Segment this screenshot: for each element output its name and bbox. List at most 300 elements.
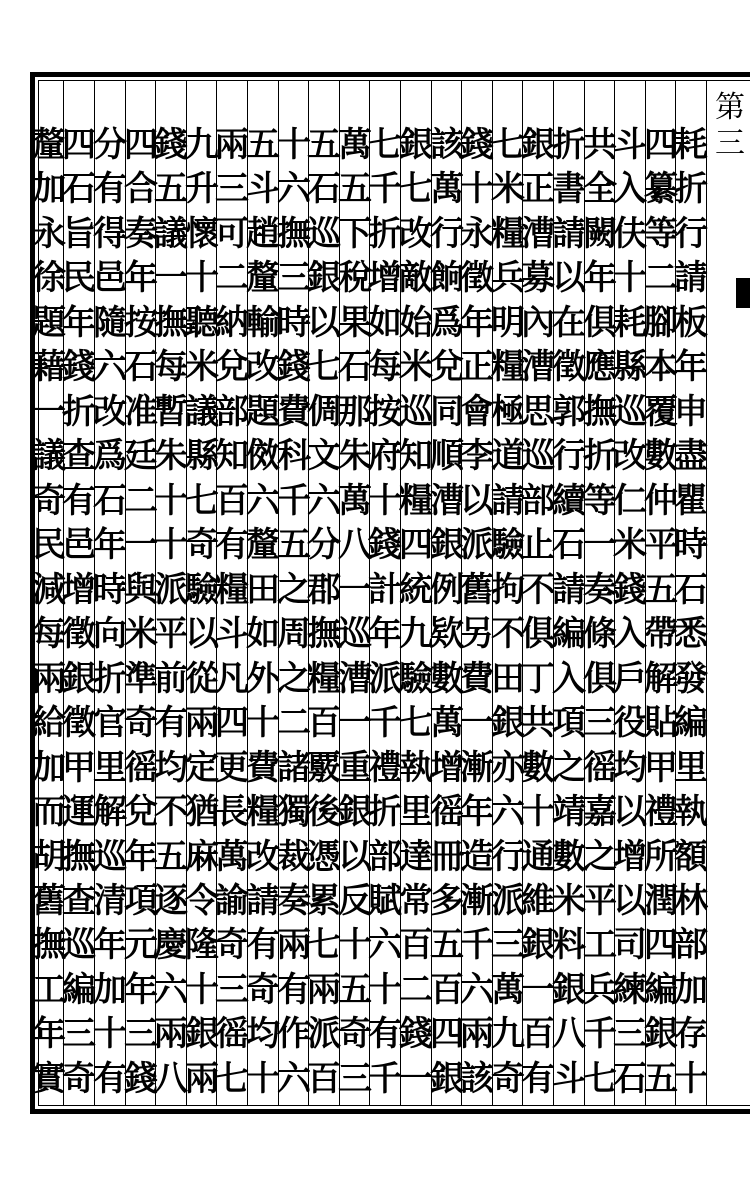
glyph: 改	[246, 347, 280, 388]
glyph: 永	[32, 213, 66, 254]
glyph: 以	[338, 836, 372, 877]
glyph: 計	[368, 569, 402, 610]
glyph: 六	[368, 925, 402, 966]
glyph: 五	[246, 125, 280, 165]
glyph: 一	[32, 391, 66, 432]
glyph: 議	[32, 436, 66, 477]
glyph: 錢	[399, 1014, 433, 1055]
glyph: 千	[277, 480, 311, 521]
glyph: 暫	[154, 391, 188, 432]
glyph: 銀	[185, 1014, 219, 1055]
glyph: 二	[124, 480, 158, 521]
glyph: 一	[460, 703, 494, 744]
glyph: 撫	[277, 213, 311, 254]
glyph: 行	[674, 213, 708, 254]
glyph: 爲	[430, 302, 464, 343]
glyph: 兩	[185, 1058, 219, 1099]
glyph: 百	[307, 703, 341, 744]
glyph: 三	[613, 1014, 647, 1055]
glyph: 一	[521, 969, 555, 1010]
glyph: 七	[491, 125, 525, 165]
glyph: 板	[674, 302, 708, 343]
glyph: 銀	[399, 125, 433, 165]
glyph: 行	[491, 836, 525, 877]
glyph: 漕	[430, 480, 464, 521]
glyph: 續	[552, 480, 586, 521]
glyph: 伕	[613, 213, 647, 254]
glyph: 欵	[430, 614, 464, 655]
glyph: 漕	[338, 658, 372, 699]
glyph: 該	[460, 1058, 494, 1099]
glyph: 項	[552, 703, 586, 744]
glyph: 果	[338, 302, 372, 343]
glyph: 增	[613, 836, 647, 877]
glyph: 均	[246, 1014, 280, 1055]
glyph: 隆	[185, 925, 219, 966]
glyph: 所	[644, 836, 678, 877]
glyph: 應	[583, 347, 617, 388]
glyph: 兩	[277, 925, 311, 966]
glyph: 五	[430, 925, 464, 966]
glyph: 永	[460, 213, 494, 254]
glyph: 兌	[430, 347, 464, 388]
glyph: 條	[583, 614, 617, 655]
glyph: 一	[124, 525, 158, 566]
glyph: 作	[277, 1014, 311, 1055]
glyph: 有	[62, 480, 96, 521]
glyph: 分	[93, 125, 127, 165]
glyph: 趙	[246, 213, 280, 254]
glyph: 合	[124, 169, 158, 210]
glyph: 年	[93, 925, 127, 966]
glyph: 驗	[491, 525, 525, 566]
glyph: 亦	[491, 747, 525, 788]
glyph: 萬	[430, 169, 464, 210]
glyph: 向	[93, 614, 127, 655]
glyph: 以	[613, 792, 647, 833]
glyph: 里	[93, 747, 127, 788]
glyph: 募	[521, 258, 555, 299]
glyph: 漸	[460, 747, 494, 788]
glyph: 以	[460, 480, 494, 521]
glyph: 五	[154, 169, 188, 210]
fish-tail-mark	[736, 278, 750, 308]
glyph: 腳	[644, 302, 678, 343]
glyph: 外	[246, 658, 280, 699]
glyph: 十	[674, 1058, 708, 1099]
glyph: 時	[93, 569, 127, 610]
glyph: 不	[521, 569, 555, 610]
glyph: 巡	[521, 436, 555, 477]
glyph: 議	[185, 391, 219, 432]
glyph: 縣	[185, 436, 219, 477]
glyph: 憑	[307, 836, 341, 877]
glyph: 年	[460, 302, 494, 343]
glyph: 部	[368, 836, 402, 877]
glyph: 麻	[185, 836, 219, 877]
glyph: 正	[521, 169, 555, 210]
glyph: 七	[185, 480, 219, 521]
glyph: 請	[491, 480, 525, 521]
glyph: 十	[154, 525, 188, 566]
glyph: 費	[460, 658, 494, 699]
glyph: 不	[154, 792, 188, 833]
glyph: 漕	[521, 213, 555, 254]
glyph: 斗	[552, 1058, 586, 1099]
glyph: 數	[552, 836, 586, 877]
glyph: 四	[644, 925, 678, 966]
glyph: 思	[521, 391, 555, 432]
glyph: 有	[521, 1058, 555, 1099]
glyph: 項	[124, 880, 158, 921]
glyph: 七	[399, 169, 433, 210]
glyph: 常	[399, 880, 433, 921]
glyph: 十	[154, 480, 188, 521]
glyph: 六	[154, 969, 188, 1010]
glyph: 倜	[307, 391, 341, 432]
glyph: 百	[215, 480, 249, 521]
glyph: 工	[583, 925, 617, 966]
glyph: 派	[460, 525, 494, 566]
glyph: 達	[399, 836, 433, 877]
glyph: 覆	[644, 391, 678, 432]
glyph: 仲	[644, 480, 678, 521]
glyph: 撫	[307, 614, 341, 655]
glyph: 全	[583, 169, 617, 210]
glyph: 在	[552, 302, 586, 343]
glyph: 均	[154, 747, 188, 788]
glyph: 石	[338, 347, 372, 388]
glyph: 四	[430, 1014, 464, 1055]
glyph: 令	[185, 880, 219, 921]
glyph: 例	[430, 569, 464, 610]
glyph: 甲	[62, 747, 96, 788]
glyph: 運	[62, 792, 96, 833]
glyph: 額	[674, 836, 708, 877]
glyph: 如	[368, 302, 402, 343]
glyph: 準	[124, 658, 158, 699]
glyph: 銀	[521, 925, 555, 966]
glyph: 年	[460, 792, 494, 833]
glyph: 費	[277, 391, 311, 432]
glyph: 兩	[32, 658, 66, 699]
glyph: 共	[521, 703, 555, 744]
glyph: 年	[368, 614, 402, 655]
glyph: 始	[399, 302, 433, 343]
glyph: 升	[185, 169, 219, 210]
glyph: 瞿	[674, 480, 708, 521]
glyph: 一	[399, 1058, 433, 1099]
glyph: 石	[124, 347, 158, 388]
glyph: 派	[307, 1014, 341, 1055]
glyph: 題	[32, 302, 66, 343]
glyph: 從	[185, 658, 219, 699]
glyph: 百	[399, 925, 433, 966]
glyph: 題	[246, 391, 280, 432]
glyph: 舊	[32, 880, 66, 921]
glyph: 徵	[552, 347, 586, 388]
glyph: 三	[62, 1014, 96, 1055]
glyph: 慶	[154, 925, 188, 966]
glyph: 極	[491, 391, 525, 432]
glyph: 五	[154, 836, 188, 877]
glyph: 議	[154, 213, 188, 254]
glyph: 兌	[215, 347, 249, 388]
glyph: 冊	[430, 836, 464, 877]
glyph: 六	[277, 169, 311, 210]
glyph: 萬	[338, 480, 372, 521]
glyph: 同	[430, 391, 464, 432]
glyph: 徵	[460, 258, 494, 299]
glyph: 九	[399, 614, 433, 655]
glyph: 民	[62, 258, 96, 299]
glyph: 奏	[124, 213, 158, 254]
glyph: 悉	[674, 614, 708, 655]
glyph: 二	[215, 258, 249, 299]
glyph: 造	[460, 836, 494, 877]
glyph: 增	[430, 747, 464, 788]
glyph: 年	[583, 258, 617, 299]
glyph: 廷	[124, 436, 158, 477]
glyph: 萬	[215, 836, 249, 877]
glyph: 有	[154, 703, 188, 744]
glyph: 戶	[613, 658, 647, 699]
glyph: 入	[613, 614, 647, 655]
glyph: 百	[430, 969, 464, 1010]
glyph: 裁	[277, 836, 311, 877]
glyph: 該	[430, 125, 464, 165]
glyph: 六	[460, 969, 494, 1010]
glyph: 等	[644, 213, 678, 254]
glyph: 錢	[368, 525, 402, 566]
glyph: 准	[124, 391, 158, 432]
glyph: 有	[215, 525, 249, 566]
glyph: 錢	[277, 347, 311, 388]
glyph: 八	[154, 1058, 188, 1099]
glyph: 郭	[552, 391, 586, 432]
glyph: 加	[32, 169, 66, 210]
glyph: 銀	[62, 658, 96, 699]
glyph: 部	[674, 925, 708, 966]
glyph: 米	[399, 347, 433, 388]
glyph: 清	[93, 880, 127, 921]
glyph: 李	[460, 436, 494, 477]
glyph: 稅	[338, 258, 372, 299]
glyph: 年	[93, 525, 127, 566]
glyph: 以	[307, 302, 341, 343]
glyph: 糧	[491, 213, 525, 254]
glyph: 按	[124, 302, 158, 343]
glyph: 巡	[613, 391, 647, 432]
glyph: 數	[430, 658, 464, 699]
glyph: 五	[644, 569, 678, 610]
glyph: 撫	[583, 391, 617, 432]
glyph: 官	[93, 703, 127, 744]
glyph: 之	[552, 747, 586, 788]
glyph: 之	[277, 658, 311, 699]
glyph: 有	[368, 1014, 402, 1055]
glyph: 巡	[338, 614, 372, 655]
glyph: 輸	[246, 302, 280, 343]
glyph: 行	[552, 436, 586, 477]
glyph: 二	[644, 258, 678, 299]
glyph: 查	[62, 436, 96, 477]
glyph: 撫	[32, 925, 66, 966]
glyph: 耗	[674, 125, 708, 165]
glyph: 通	[521, 836, 555, 877]
glyph: 米	[491, 169, 525, 210]
glyph: 十	[460, 169, 494, 210]
glyph: 九	[185, 125, 219, 165]
glyph: 三	[124, 1014, 158, 1055]
glyph: 驗	[399, 658, 433, 699]
glyph: 入	[552, 658, 586, 699]
glyph: 兩	[185, 703, 219, 744]
glyph: 年	[674, 347, 708, 388]
glyph: 請	[552, 569, 586, 610]
glyph: 米	[124, 614, 158, 655]
glyph: 二	[399, 969, 433, 1010]
glyph: 執	[399, 747, 433, 788]
glyph: 定	[185, 747, 219, 788]
glyph: 諸	[277, 747, 311, 788]
glyph: 靖	[552, 792, 586, 833]
glyph: 十	[246, 703, 280, 744]
glyph: 八	[338, 525, 372, 566]
glyph: 銀	[307, 258, 341, 299]
glyph: 另	[460, 614, 494, 655]
glyph: 米	[613, 525, 647, 566]
glyph: 八	[552, 1014, 586, 1055]
glyph: 一	[338, 569, 372, 610]
glyph: 練	[613, 969, 647, 1010]
glyph: 糧	[215, 569, 249, 610]
glyph: 增	[62, 569, 96, 610]
glyph: 加	[674, 969, 708, 1010]
glyph: 銀	[552, 969, 586, 1010]
glyph: 費	[246, 747, 280, 788]
glyph: 請	[552, 213, 586, 254]
glyph: 纂	[644, 169, 678, 210]
glyph: 銀	[430, 525, 464, 566]
glyph: 漸	[460, 880, 494, 921]
glyph: 改	[93, 391, 127, 432]
glyph: 周	[277, 614, 311, 655]
glyph: 仁	[613, 480, 647, 521]
glyph: 四	[62, 125, 96, 165]
glyph: 兩	[460, 1014, 494, 1055]
glyph: 三	[215, 969, 249, 1010]
glyph: 書	[552, 169, 586, 210]
glyph: 實	[32, 1058, 66, 1099]
glyph: 千	[583, 1014, 617, 1055]
glyph: 錢	[460, 125, 494, 165]
glyph: 斗	[246, 169, 280, 210]
glyph: 一	[154, 258, 188, 299]
glyph: 朱	[338, 436, 372, 477]
glyph: 貼	[644, 703, 678, 744]
glyph: 嘉	[583, 792, 617, 833]
glyph: 得	[93, 213, 127, 254]
glyph: 數	[521, 747, 555, 788]
glyph: 禮	[368, 747, 402, 788]
glyph: 行	[430, 213, 464, 254]
glyph: 之	[277, 569, 311, 610]
glyph: 聽	[185, 302, 219, 343]
glyph: 七	[215, 1058, 249, 1099]
glyph: 止	[521, 525, 555, 566]
glyph: 順	[430, 436, 464, 477]
glyph: 藉	[32, 347, 66, 388]
glyph: 如	[246, 614, 280, 655]
glyph: 田	[491, 658, 525, 699]
glyph: 知	[215, 436, 249, 477]
glyph: 石	[93, 480, 127, 521]
glyph: 猶	[185, 792, 219, 833]
glyph: 萬	[491, 969, 525, 1010]
glyph: 時	[277, 302, 311, 343]
glyph: 覈	[307, 747, 341, 788]
glyph: 有	[93, 169, 127, 210]
glyph: 諭	[215, 880, 249, 921]
glyph: 五	[338, 169, 372, 210]
glyph: 平	[154, 614, 188, 655]
glyph: 驗	[185, 569, 219, 610]
glyph: 釐	[246, 525, 280, 566]
glyph: 逐	[154, 880, 188, 921]
glyph: 萬	[430, 703, 464, 744]
glyph: 兩	[215, 125, 249, 165]
glyph: 時	[674, 525, 708, 566]
glyph: 石	[674, 569, 708, 610]
glyph: 減	[32, 569, 66, 610]
glyph: 懷	[185, 213, 219, 254]
glyph: 石	[552, 525, 586, 566]
margin-glyph: 三	[715, 126, 745, 161]
glyph: 十	[613, 258, 647, 299]
glyph: 石	[307, 169, 341, 210]
glyph: 後	[307, 792, 341, 833]
glyph: 而	[32, 792, 66, 833]
glyph: 凡	[215, 658, 249, 699]
glyph: 三	[583, 703, 617, 744]
glyph: 徵	[62, 703, 96, 744]
glyph: 奇	[32, 480, 66, 521]
glyph: 巡	[93, 836, 127, 877]
glyph: 兩	[307, 969, 341, 1010]
glyph: 巡	[307, 213, 341, 254]
glyph: 派	[491, 880, 525, 921]
glyph: 徭	[430, 792, 464, 833]
glyph: 糧	[307, 658, 341, 699]
glyph: 折	[583, 436, 617, 477]
glyph: 賦	[368, 880, 402, 921]
glyph: 餉	[430, 258, 464, 299]
glyph: 釐	[246, 258, 280, 299]
glyph: 糧	[399, 480, 433, 521]
glyph: 十	[93, 1014, 127, 1055]
glyph: 折	[93, 658, 127, 699]
glyph: 六	[246, 480, 280, 521]
text-column	[29, 126, 69, 1098]
glyph: 府	[368, 436, 402, 477]
glyph: 請	[674, 258, 708, 299]
glyph: 七	[307, 925, 341, 966]
glyph: 等	[583, 480, 617, 521]
glyph: 爲	[93, 436, 127, 477]
glyph: 糧	[246, 792, 280, 833]
glyph: 千	[368, 169, 402, 210]
